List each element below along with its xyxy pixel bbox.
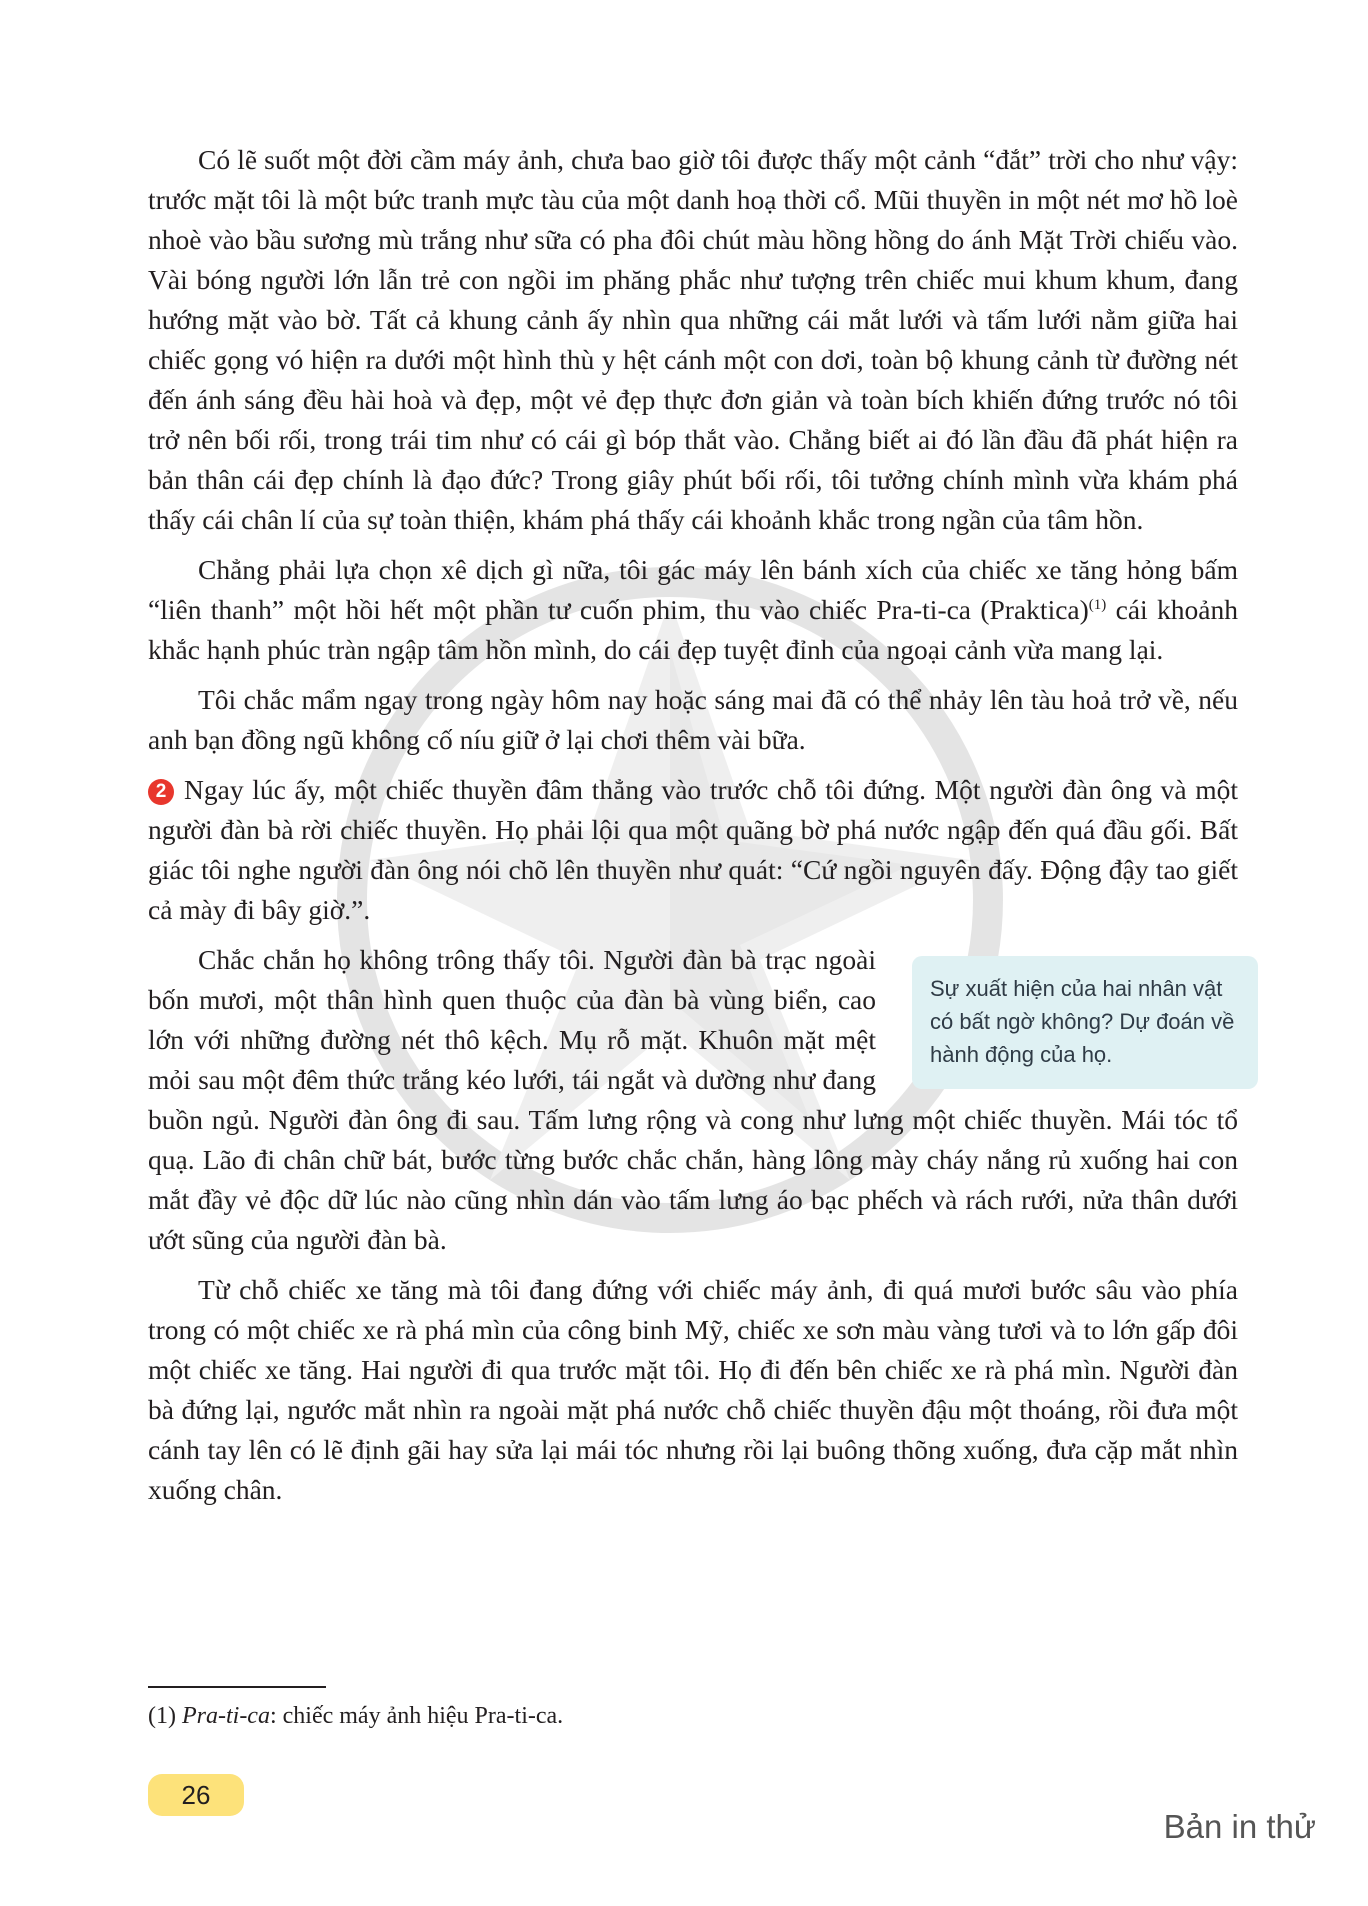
footnote-definition: : chiếc máy ảnh hiệu Pra-ti-ca. — [269, 1703, 564, 1729]
footnote-marker: (1) — [1088, 596, 1107, 613]
section-number-badge: 2 — [148, 779, 174, 805]
footnote-number: (1) — [148, 1703, 176, 1729]
question-box: Sự xuất hiện của hai nhân vật có bất ngờ không? Dự đoán về hành động của họ. — [912, 956, 1258, 1089]
paragraph-last: Từ chỗ chiếc xe tăng mà tôi đang đứng với chiếc máy ảnh, đi quá mươi bước sâu vào phía trong có một chiếc xe rà phá mìn của công binh Mỹ, chiếc xe sơn màu vàng tươi và to lớn gấp đôi một chiếc xe tăng. Hai người đi qua trước mặt tôi. Họ đi đến bên chiếc xe rà phá mìn. Người đàn bà đứng lại, ngước mắt nhìn ra ngoài mặt phá nước chỗ chiếc thuyền đậu một thoáng, rồi đưa một cánh tay lên có lẽ định gãi hay sửa lại mái tóc nhưng rồi lại buông thõng xuống, đưa cặp mắt nhìn xuống chân. — [148, 1274, 1238, 1505]
paragraph-with-box — [148, 940, 1238, 1260]
footnote — [148, 1700, 563, 1732]
footnote-divider — [148, 1686, 326, 1688]
page-number: 26 — [148, 1774, 244, 1816]
print-note: Bản in thử — [1163, 1808, 1316, 1845]
paragraph-with-box-text: Chắc chắn họ không trông thấy tôi. Người đàn bà trạc ngoài bốn mươi, một thân hình quen thuộc của đàn bà vùng biển, cao lớn với những đường nét thô kệch. Mụ rỗ mặt. Khuôn mặt mệt mỏi sau một đêm thức trắng kéo lưới, tái ngắt và dường như đang buồn ngủ. Người đàn ông đi sau. Tấm lưng rộng và cong như lưng một chiếc thuyền. Mái tóc tổ quạ. Lão đi chân chữ bát, bước từng bước chắc chắn, hàng lông mày cháy nắng rủ xuống hai con mắt đầy vẻ độc dữ lúc nào cũng nhìn dán vào tấm lưng áo bạc phếch và rách rưới, nửa thân dưới ướt sũng của người đàn bà. — [148, 944, 1238, 1255]
paragraph-3: Tôi chắc mẩm ngay trong ngày hôm nay hoặc sáng mai đã có thể nhảy lên tàu hoả trở về, nếu anh bạn đồng ngũ không cố níu giữ ở lại chơi thêm vài bữa. — [148, 684, 1238, 755]
paragraph-2-text-a: Chẳng phải lựa chọn xê dịch gì nữa, tôi gác máy lên bánh xích của chiếc xe tăng hỏng bấm “liên thanh” một hồi hết một phần tư cuốn phim, thu vào chiếc Pra-ti-ca (Praktica) — [148, 554, 1238, 625]
paragraph-2 — [148, 550, 1238, 670]
paragraph-1: Có lẽ suốt một đời cầm máy ảnh, chưa bao giờ tôi được thấy một cảnh “đắt” trời cho như vậy: trước mặt tôi là một bức tranh mực tàu của một danh hoạ thời cổ. Mũi thuyền in một nét mơ hồ loè nhoè vào bầu sương mù trắng như sữa có pha đôi chút màu hồng hồng do ánh Mặt Trời chiếu vào. Vài bóng người lớn lẫn trẻ con ngồi im phăng phắc như tượng trên chiếc mui khum khum, đang hướng mặt vào bờ. Tất cả khung cảnh ấy nhìn qua những cái mắt lưới và tấm lưới nằm giữa hai chiếc gọng vó hiện ra dưới một hình thù y hệt cánh một con dơi, toàn bộ khung cảnh từ đường nét đến ánh sáng đều hài hoà và đẹp, một vẻ đẹp thực đơn giản và toàn bích khiến đứng trước nó tôi trở nên bối rối, trong trái tim như có cái gì bóp thắt vào. Chẳng biết ai đó lần đầu đã phát hiện ra bản thân cái đẹp chính là đạo đức? Trong giây phút bối rối, tôi tưởng chính mình vừa khám phá thấy cái chân lí của sự toàn thiện, khám phá thấy cái khoảnh khắc trong ngần của tâm hồn. — [148, 144, 1238, 535]
section-2-paragraph — [148, 770, 1238, 930]
section-2-text: Ngay lúc ấy, một chiếc thuyền đâm thẳng vào trước chỗ tôi đứng. Một người đàn ông và một người đàn bà rời chiếc thuyền. Họ phải lội qua một quãng bờ phá nước ngập đến quá đầu gối. Bất giác tôi nghe người đàn ông nói chõ lên thuyền như quát: “Cứ ngồi nguyên đấy. Động đậy tao giết cả mày đi bây giờ.”. — [148, 774, 1238, 925]
main-text — [148, 140, 1238, 1520]
paragraph-2-text-b: cái khoảnh khắc hạnh phúc tràn ngập tâm hồn mình, do cái đẹp tuyệt đỉnh của ngoại cảnh vừa mang lại. — [148, 594, 1238, 665]
footnote-term: Pra-ti-ca — [181, 1703, 270, 1729]
